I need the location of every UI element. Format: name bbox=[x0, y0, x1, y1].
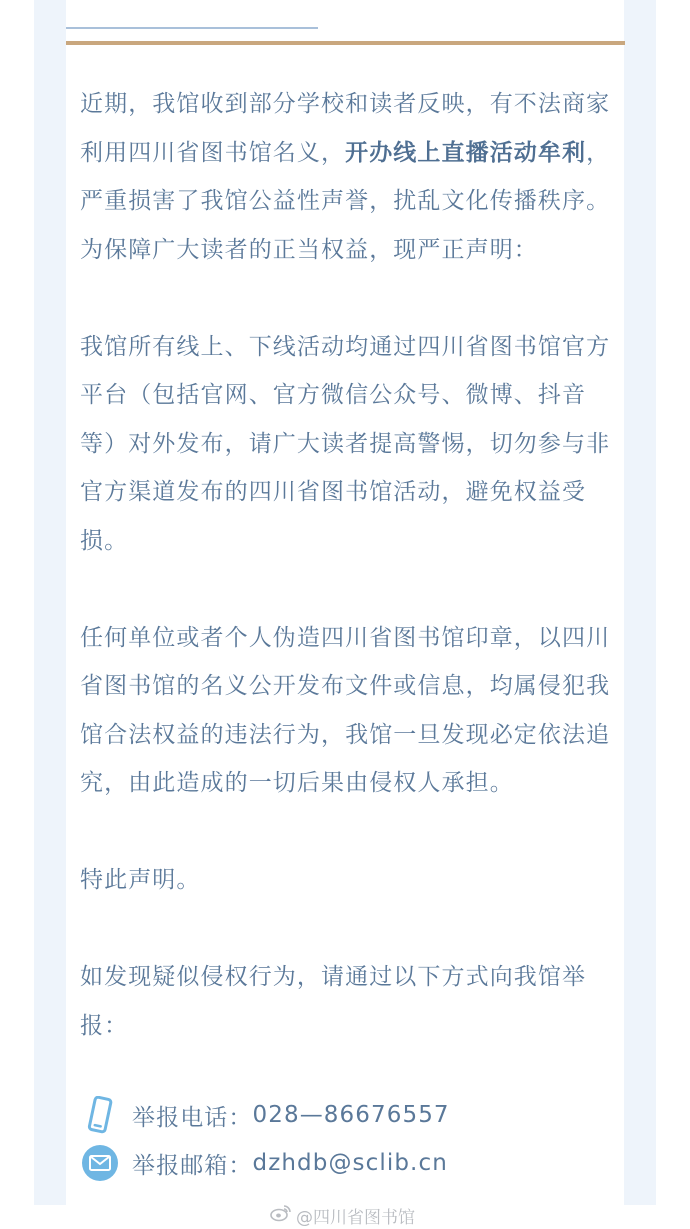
report-email-row bbox=[80, 1141, 448, 1185]
paragraph-intro-start: 近期，我馆收到部分学校和读者反映，有不法商家利用四川省图书馆名义， bbox=[80, 91, 611, 166]
phone-icon bbox=[80, 1095, 120, 1135]
top-blue-rule bbox=[66, 27, 318, 29]
paragraph-official-channels: 我馆所有线上、下线活动均通过四川省图书馆官方平台（包括官网、官方微信公众号、微博、抖音等）对外发布，请广大读者提高警惕，切勿参与非官方渠道发布的四川省图书馆活动，避免权益受损。 bbox=[80, 333, 611, 554]
paragraph-legal-warning: 任何单位或者个人伪造四川省图书馆印章，以四川省图书馆的名义公开发布文件或信息，均属侵犯我馆合法权益的违法行为，我馆一旦发现必定依法追究，由此造成的一切后果由侵权人承担。 bbox=[80, 624, 611, 796]
envelope-icon bbox=[80, 1143, 120, 1183]
highlight-phrase: 开办线上直播活动牟利 bbox=[345, 139, 587, 166]
email-address[interactable]: dzhdb@sclib.cn bbox=[252, 1150, 448, 1176]
paragraph-declaration: 特此声明。 bbox=[80, 867, 201, 893]
watermark-text: @四川省图书馆 bbox=[296, 1207, 415, 1228]
paragraph-intro-end: ，严重损害了我馆公益性声誉，扰乱文化传播秩序。为保障广大读者的正当权益，现严正声明： bbox=[80, 139, 611, 263]
weibo-watermark bbox=[270, 1202, 415, 1228]
paragraph-intro bbox=[80, 80, 612, 274]
phone-label: 举报电话： bbox=[132, 1104, 253, 1131]
top-gold-rule bbox=[66, 41, 625, 45]
report-phone-row bbox=[80, 1093, 450, 1137]
email-label: 举报邮箱： bbox=[132, 1152, 253, 1179]
weibo-icon bbox=[270, 1204, 292, 1227]
statement-body bbox=[80, 80, 612, 1050]
phone-number[interactable]: 028—86676557 bbox=[252, 1102, 450, 1128]
paragraph-report-intro: 如发现疑似侵权行为，请通过以下方式向我馆举报： bbox=[80, 964, 587, 1039]
